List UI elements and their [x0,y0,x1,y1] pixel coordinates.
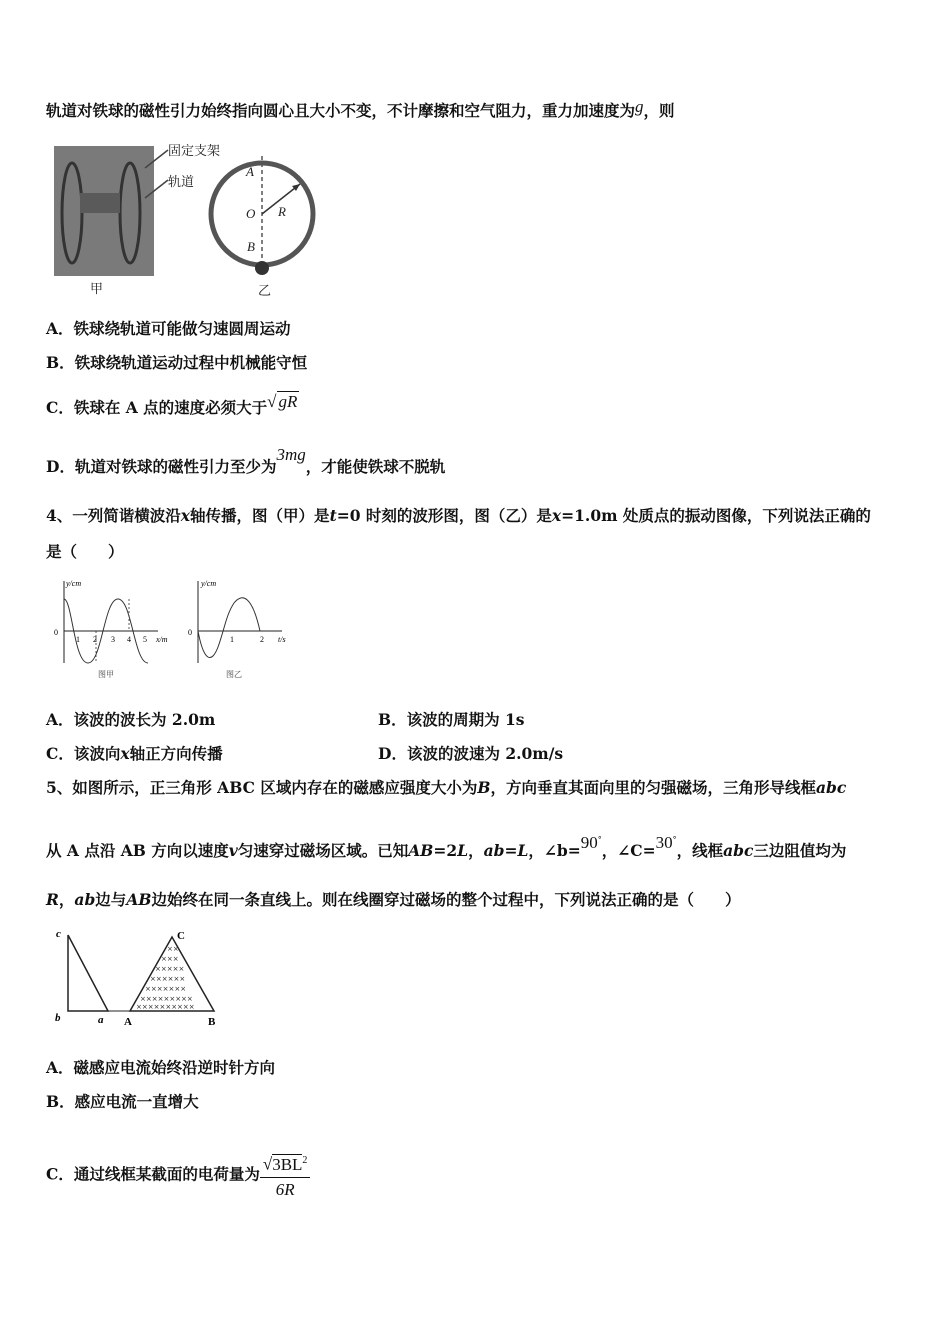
q5-stem-line1 [46,777,846,799]
q5-stem-line3 [46,889,740,911]
q4-option-a: A．该波的波长为 2.0m [46,710,216,729]
q5-l3-R: R [46,890,59,909]
q3-option-d [46,445,446,478]
graph-jia-origin: 0 [54,628,58,637]
field-row-2: ××× [161,955,179,963]
field-row-6: ××××××××× [140,995,193,1003]
charge-fraction [260,1150,311,1201]
field-row-1: ×× [167,945,179,953]
graph-jia-caption: 图甲 [98,670,114,679]
q4-stem-line1 [46,505,871,527]
q4-stem-a: 4、一列简谐横波沿 [46,506,181,525]
q5-l2-abc: abc [723,841,754,860]
q4-option-d: D．该波的波速为 2.0m/s [378,744,564,763]
graph-yi-xlabel: t/s [278,635,286,644]
q4-stem-t: t [329,506,337,525]
q5-l1-abc: abc [815,778,847,797]
q5-stem-line2 [46,833,847,865]
graph-jia [54,579,168,679]
sqrt-gR: √ gR [267,392,298,411]
q3-option-c-text: C．铁球在 A 点的速度必须大于 [46,398,268,417]
q3-option-d-val: 3mg [276,445,306,464]
label-support: 固定支架 [168,144,221,159]
field-row-5: ××××××× [145,985,187,993]
q5-l2-v: v [228,841,238,860]
graph-yi [188,579,286,679]
q5-l2-L2: L [517,841,529,860]
q5-l1-B: B [477,778,491,797]
field-row-3: ××××× [155,965,185,973]
label-track: 轨道 [168,175,195,190]
label-C: C [177,930,185,942]
intro-text: 轨道对铁球的磁性引力始终指向圆心且大小不变，不计摩擦和空气阻力，重力加速度为 [46,101,636,120]
sqrt-gR-radicand: gR [278,392,298,411]
q5-l2-b: 匀速穿过磁场区域。已知 [237,841,409,860]
q5-l3-AB: AB [126,890,152,909]
q4-stem-b: 轴传播，图（甲）是 [190,506,330,525]
point-O: O [246,206,256,221]
graph-yi-caption: 图乙 [226,670,242,679]
q5-deg-1: ° [597,835,602,844]
q4-option-b: B．该波的周期为 1s [378,710,525,729]
q5-option-a: A．磁感应电流始终沿逆时针方向 [46,1058,276,1077]
q4-stem-c: =0 时刻的波形图，图（乙）是 [336,506,552,525]
label-A: A [124,1016,132,1028]
graph-jia-tick-4: 4 [127,635,131,644]
label-B: B [208,1016,216,1028]
q5-l2-e: = [504,841,518,860]
point-A: A [246,164,254,179]
q5-l3-a: ， [58,890,75,909]
intro-g: g [635,97,644,116]
point-B: B [247,239,255,254]
q5-l1-a: 5、如图所示，正三角形 ABC 区域内存在的磁感应强度大小为 [46,778,478,797]
q5-l3-c: 边始终在同一条直线上。则在线圈穿过磁场的整个过程中，下列说法正确的是（ ） [151,890,741,909]
field-marks [136,945,195,1011]
graph-jia-ylabel: y/cm [66,579,82,588]
charge-numerator: $√3BL^2$ [260,1150,311,1178]
intro-line [46,97,675,122]
q5-l2-h: ，线框 [676,841,724,860]
graph-yi-tick-2: 2 [260,635,264,644]
figure-track-svg [50,138,340,303]
q5-l2-g: ，∠C= [601,841,656,860]
photo-box [80,193,120,213]
label-jia: 甲 [90,282,104,297]
q4-option-c [46,743,223,765]
q5-l2-a: 从 A 点沿 AB 方向以速度 [46,841,229,860]
q5-l2-c: =2 [433,841,458,860]
intro-end: ，则 [643,101,675,120]
field-row-4: ×××××× [150,975,186,983]
label-yi: 乙 [258,284,272,299]
q5-l2-L: L [457,841,469,860]
graph-jia-tick-3: 3 [111,635,115,644]
q3-option-d-end: ，才能使铁球不脱轨 [305,457,446,476]
q4-option-c-b: 轴正方向传播 [129,744,223,763]
q4-stem-x2: x [551,506,562,525]
q4-stem-d: =1.0m 处质点的振动图像，下列说法正确的 [561,506,871,525]
q5-l2-i: 三边阻值均为 [753,841,847,860]
q5-l1-b: ，方向垂直其面向里的匀强磁场，三角形导线框 [490,778,816,797]
graph-yi-tick-1: 1 [230,635,234,644]
q5-l3-ab: ab [74,890,96,909]
q3-option-b: B．铁球绕轨道运动过程中机械能守恒 [46,353,308,372]
q4-option-c-a: C．该波向 [46,744,121,763]
graph-jia-xlabel: x/m [156,635,168,644]
graph-jia-tick-1: 1 [76,635,80,644]
q3-option-c [46,392,299,419]
q5-figure-svg [50,925,230,1035]
q5-l2-d: ， [468,841,484,860]
q5-angle-90: 90 [580,833,598,852]
iron-ball [255,261,269,275]
label-b: b [55,1012,61,1024]
field-row-7: ×××××××××× [136,1003,195,1011]
q5-option-c [46,1150,310,1201]
q5-option-c-text: C．通过线框某截面的电荷量为 [46,1164,260,1184]
q5-l2-ab: ab [483,841,505,860]
charge-numerator-radicand [272,1154,302,1174]
graph-yi-origin: 0 [188,628,192,637]
q5-figure [50,925,230,1035]
q5-deg-2: ° [672,835,677,844]
charge-denominator: 6R [275,1179,295,1199]
q5-l2-f: ，∠b= [528,841,581,860]
label-c: c [56,928,61,940]
label-a: a [98,1014,104,1026]
q5-l3-b: 边与 [95,890,127,909]
label-R: R [278,204,286,219]
q4-stem-line2: 是（ ） [46,542,124,561]
q5-angle-30: 30 [655,833,673,852]
graph-yi-ylabel: y/cm [201,579,217,588]
charge-num-sup: 2 [302,1155,308,1166]
graph-jia-tick-2: 2 [93,635,97,644]
q4-option-c-x: x [120,744,130,763]
graph-jia-tick-5: 5 [143,635,147,644]
q4-stem-x: x [180,506,191,525]
q3-option-a: A．铁球绕轨道可能做匀速圆周运动 [46,319,291,338]
frame-abc [68,935,108,1011]
q5-option-b: B．感应电流一直增大 [46,1092,199,1111]
q3-option-d-text: D．轨道对铁球的磁性引力至少为 [46,457,277,476]
q4-graphs [46,575,306,685]
charge-num-text: 3BL [272,1154,303,1174]
q4-graphs-svg [46,575,306,685]
q5-l2-AB: AB [408,841,434,860]
figure-track [50,138,340,303]
